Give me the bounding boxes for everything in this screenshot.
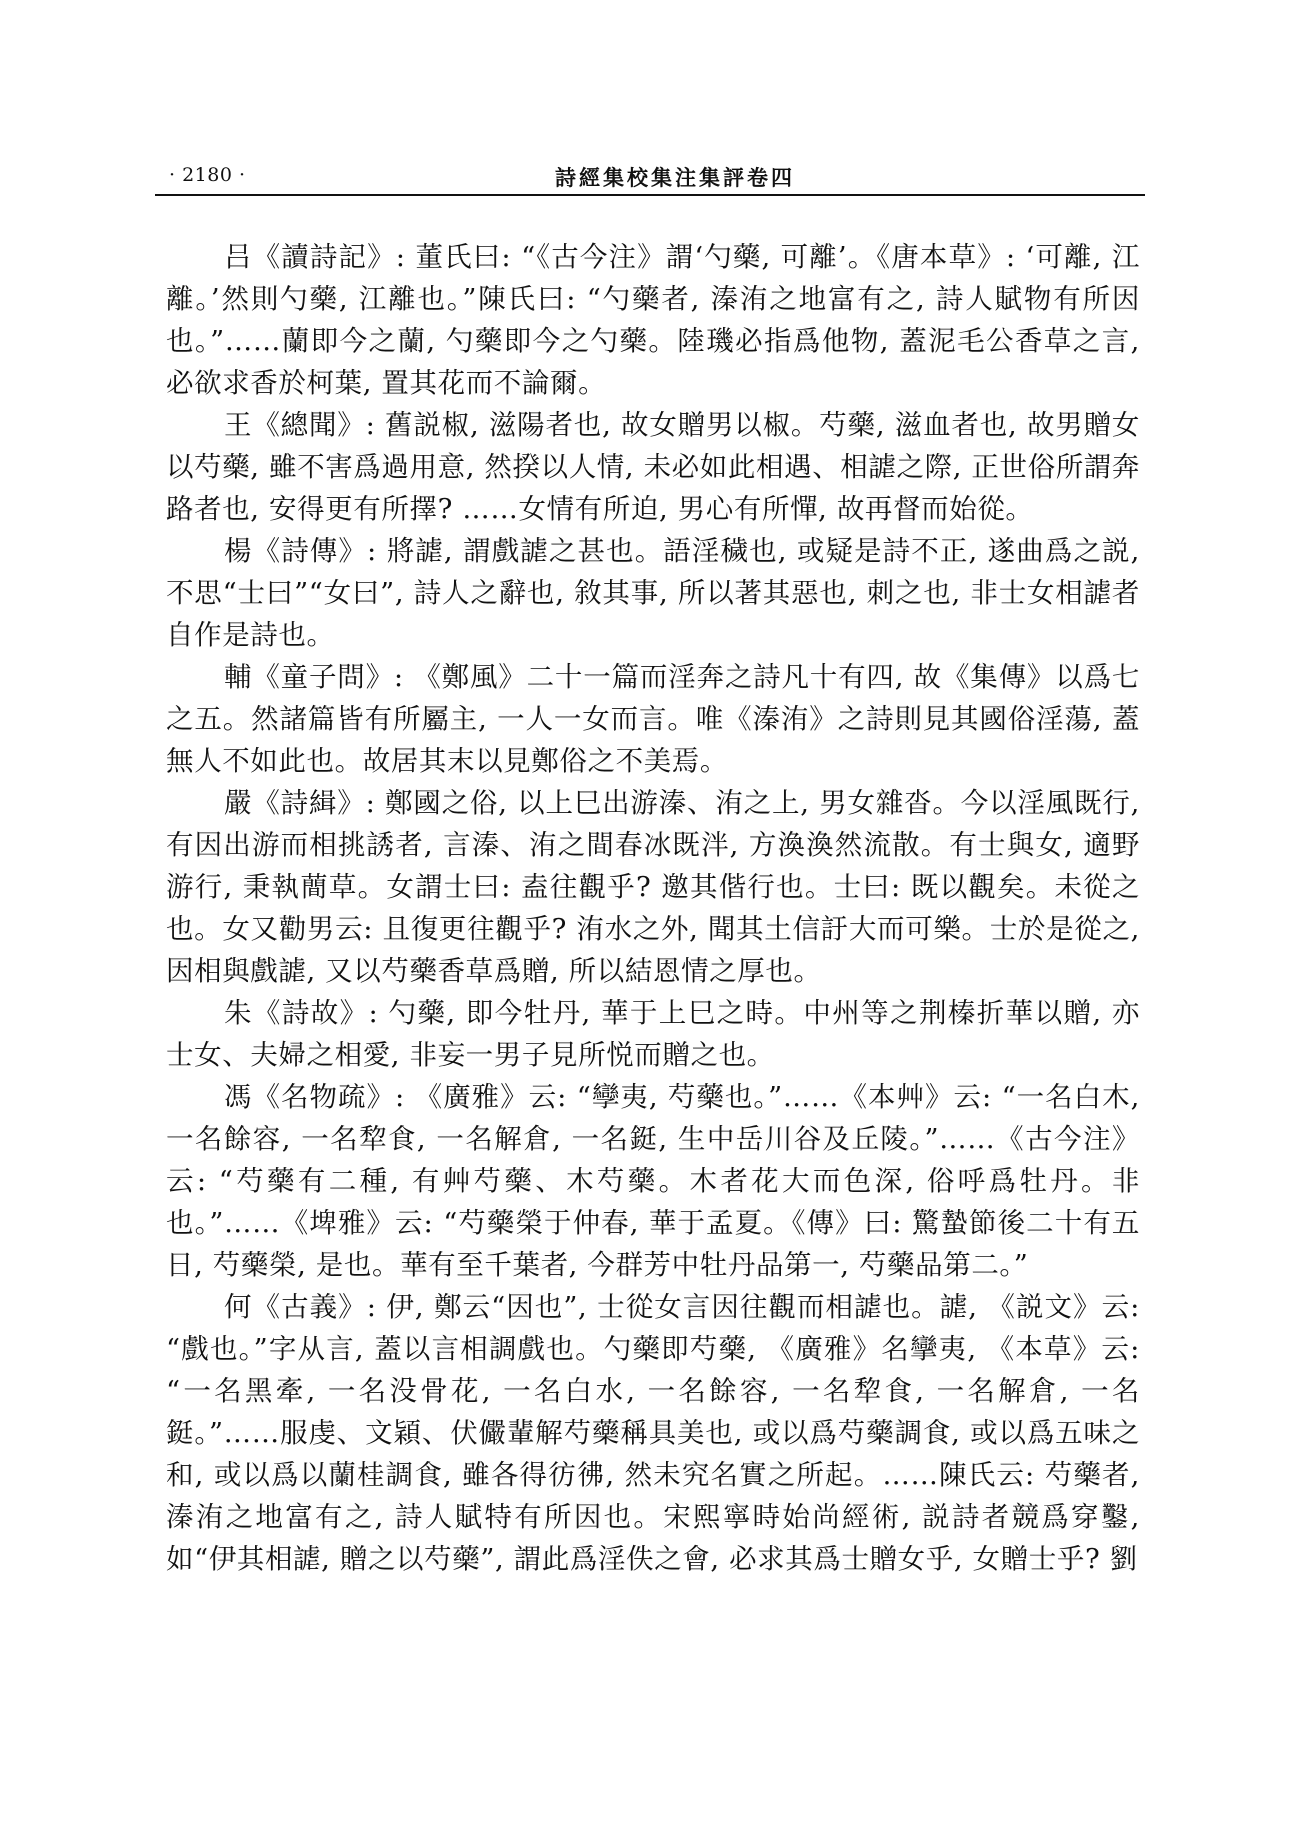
page-body [166,236,1140,1580]
paragraph-he-gu-yi: 何《古義》: 伊, 鄭云“因也”, 士從女言因往觀而相謔也。謔, 《説文》云: “戲也。”字从言, 蓋以言相調戲也。勺藥即芍藥, 《廣雅》名攣夷, 《本草》云: “一名黑牽, 一名没骨花, 一名白水, 一名餘容, 一名犂食, 一名解倉, 一名鋌。”……服虔、文穎、伏儼輩解芍藥稱具美也, 或以爲芍藥調食, 或以爲五味之和, 或以爲以蘭桂調食, 雖各得彷彿, 然未究名實之所起。……陳氏云: 芍藥者, 溱洧之地富有之, 詩人賦特有所因也。宋熙寧時始尚經術, 説詩者競爲穿鑿, 如“伊其相謔, 贈之以芍藥”, 謂此爲淫佚之會, 必求其爲士贈女乎, 女贈士乎? 劉 [166,1291,1140,1575]
paragraph-feng-ming-wu-shu: 馮《名物疏》: 《廣雅》云: “孿夷, 芍藥也。”……《本艸》云: “一名白木, 一名餘容, 一名犂食, 一名解倉, 一名鋌, 生中岳川谷及丘陵。”……《古今注》云: “芍藥有二種, 有艸芍藥、木芍藥。木者花大而色深, 俗呼爲牡丹。非也。”……《埤雅》云: “芍藥榮于仲春, 華于孟夏。《傳》曰: 驚蟄節後二十有五日, 芍藥榮, 是也。華有至千葉者, 今群芳中牡丹品第一, 芍藥品第二。” [166,1081,1140,1281]
paragraph-yang-shi-zhuan: 楊《詩傳》: 將謔, 謂戲謔之甚也。語淫穢也, 或疑是詩不正, 遂曲爲之説, 不思“士曰”“女曰”, 詩人之辭也, 敘其事, 所以著其惡也, 刺之也, 非士女相謔者自作是詩也。 [166,535,1140,651]
paragraph-yan-shi-ji: 嚴《詩緝》: 鄭國之俗, 以上巳出游溱、洧之上, 男女雜沓。今以淫風既行, 有因出游而相挑誘者, 言溱、洧之間春冰既泮, 方渙渙然流散。有士與女, 適野游行, 秉執蕳草。女謂士曰: 盍往觀乎? 邀其偕行也。士曰: 既以觀矣。未從之也。女又勸男云: 且復更往觀乎? 洧水之外, 聞其土信訏大而可樂。士於是從之, 因相與戲謔, 又以芍藥香草爲贈, 所以結恩情之厚也。 [166,787,1140,987]
paragraph-zhu-shi-gu: 朱《詩故》: 勺藥, 即今牡丹, 華于上巳之時。中州等之荆榛折華以贈, 亦士女、夫婦之相愛, 非妄一男子見所悦而贈之也。 [166,997,1140,1071]
page-number: · 2180 · [169,164,246,186]
paragraph-fu-tong-zi-wen: 輔《童子問》: 《鄭風》二十一篇而淫奔之詩凡十有四, 故《集傳》以爲七之五。然諸篇皆有所屬主, 一人一女而言。唯《溱洧》之詩則見其國俗淫蕩, 蓋無人不如此也。故居其末以見鄭俗之不美焉。 [166,661,1140,777]
page-header [155,158,1145,198]
paragraph-wang-zong-wen: 王《總聞》: 舊説椒, 滋陽者也, 故女贈男以椒。芍藥, 滋血者也, 故男贈女以芍藥, 雖不害爲過用意, 然揆以人情, 未必如此相遇、相謔之際, 正世俗所謂奔路者也, 安得更有所擇? ……女情有所迫, 男心有所憚, 故再督而始從。 [166,409,1140,525]
header-rule [155,194,1145,196]
paragraph-lu-du-shi-ji: 吕《讀詩記》: 董氏曰: “《古今注》謂‘勺藥, 可離’。《唐本草》: ‘可離, 江離。’然則勺藥, 江離也。”陳氏曰: “勺藥者, 溱洧之地富有之, 詩人賦物有所因也。”……蘭即今之蘭, 勺藥即今之勺藥。陸璣必指爲他物, 蓋泥毛公香草之言, 必欲求香於柯葉, 置其花而不論爾。 [166,241,1140,399]
running-title: 詩經集校集注集評卷四 [555,165,795,190]
